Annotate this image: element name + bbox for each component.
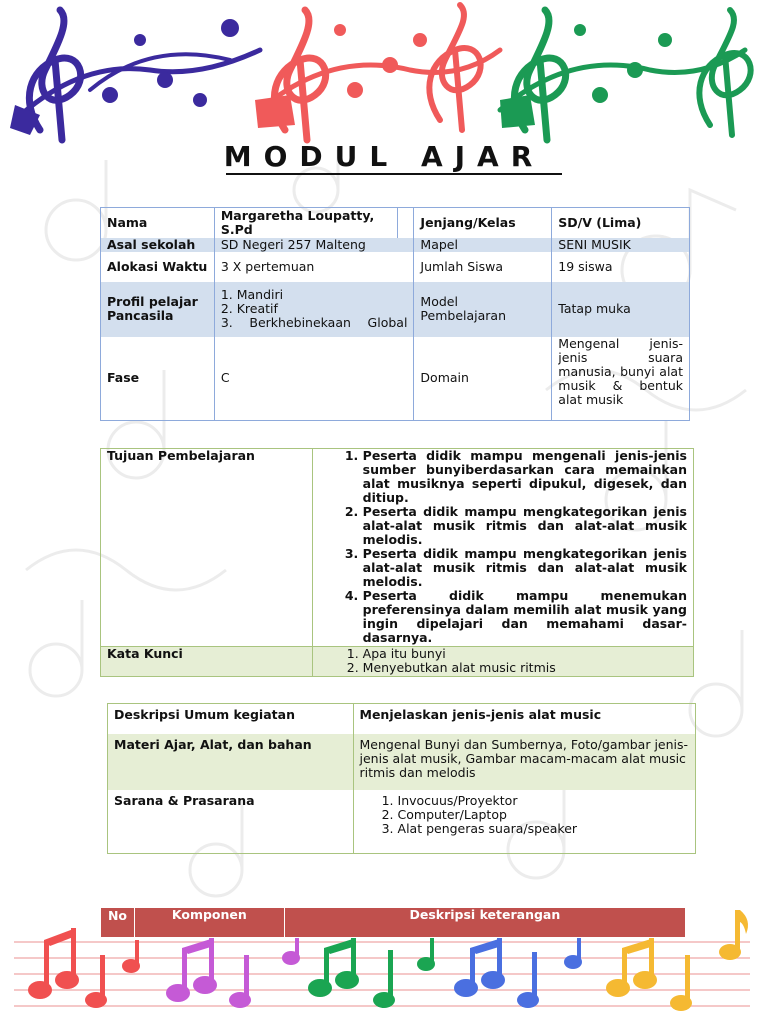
spacer-cell — [398, 208, 414, 238]
materi-label: Materi Ajar, Alat, dan bahan — [108, 734, 354, 790]
row-alokasi — [101, 252, 690, 282]
sarana-item: 1. Invocuus/Proyektor — [398, 794, 689, 808]
tujuan-item: 2. Peserta didik mampu mengkategorikan jenis alat-alat musik ritmis dan alat-alat musik melodis. — [363, 505, 687, 547]
tujuan-item: 3. Peserta didik mampu mengkategorikan jenis alat-alat musik ritmis dan alat-alat musik melodis. — [363, 547, 687, 589]
row-nama — [101, 208, 690, 238]
jenjang-label: Jenjang/Kelas — [414, 208, 552, 238]
profil-item: 1. Mandiri — [220, 287, 284, 302]
sarana-label: Sarana & Prasarana — [108, 790, 354, 854]
alokasi-label: Alokasi Waktu — [101, 252, 215, 282]
green-treble-clef-icon — [500, 10, 751, 140]
profil-label: Profil pelajar Pancasila — [101, 282, 215, 337]
blue-notes-icon — [454, 936, 582, 1008]
model-value: Tatap muka — [552, 282, 690, 337]
row-fase — [101, 337, 690, 421]
red-notes-icon — [28, 928, 140, 1008]
fase-label: Fase — [101, 337, 215, 421]
domain-label: Domain — [414, 337, 552, 421]
kata-kunci-label: Kata Kunci — [101, 647, 313, 677]
tujuan-list-cell — [312, 449, 693, 647]
top-music-banner — [0, 0, 768, 150]
sekolah-label: Asal sekolah — [101, 238, 215, 252]
model-label: Model Pembelajaran — [414, 282, 552, 337]
kata-kunci-item: 1. Apa itu bunyi — [363, 647, 687, 661]
mapel-label: Mapel — [414, 238, 552, 252]
row-sarana — [108, 790, 696, 854]
jenjang-value: SD/V (Lima) — [552, 208, 690, 238]
tujuan-table — [100, 448, 694, 677]
row-profil — [101, 282, 690, 337]
nama-value: Margaretha Loupatty, S.Pd — [214, 208, 398, 238]
komponen-table — [100, 907, 686, 938]
materi-value: Mengenal Bunyi dan Sumbernya, Foto/gambar jenis-jenis alat musik, Gambar macam-macam alat music ritmis dan melodis — [353, 734, 695, 790]
kata-kunci-cell — [312, 647, 693, 677]
kata-kunci-list — [343, 647, 687, 675]
komponen-header-row — [101, 908, 686, 938]
profil-item: 2. Kreatif — [220, 301, 278, 316]
tujuan-item: 1. Peserta didik mampu mengenali jenis-jenis sumber bunyiberdasarkan cara memainkan alat musiknya seperti dipukul, digesek, dan ditiup. — [363, 449, 687, 505]
tujuan-list — [343, 449, 687, 645]
kegiatan-table — [107, 703, 696, 854]
jumlah-value: 19 siswa — [552, 252, 690, 282]
sarana-list — [378, 794, 689, 836]
row-kata-kunci — [101, 647, 694, 677]
row-materi — [108, 734, 696, 790]
sarana-item: 2. Computer/Laptop — [398, 808, 689, 822]
page-title: MODUL AJAR — [223, 140, 545, 173]
title-underline — [226, 173, 562, 175]
sarana-cell — [353, 790, 695, 854]
no-header: No — [101, 908, 135, 938]
komponen-header: Komponen — [134, 908, 284, 938]
nama-label: Nama — [101, 208, 215, 238]
red-treble-clef-icon — [260, 5, 500, 140]
jumlah-label: Jumlah Siswa — [414, 252, 552, 282]
sekolah-value: SD Negeri 257 Malteng — [214, 238, 414, 252]
sarana-item: 3. Alat pengeras suara/speaker — [398, 822, 689, 836]
tujuan-label: Tujuan Pembelajaran — [101, 449, 313, 647]
deskripsi-value: Menjelaskan jenis-jenis alat music — [353, 704, 695, 734]
profil-list — [214, 282, 414, 337]
fase-value: C — [214, 337, 414, 421]
green-notes-icon — [308, 938, 435, 1008]
alokasi-value: 3 X pertemuan — [214, 252, 414, 282]
row-deskripsi — [108, 704, 696, 734]
row-tujuan — [101, 449, 694, 647]
row-sekolah — [101, 238, 690, 252]
tujuan-item: 4. Peserta didik mampu menemukan preferensinya dalam memilih alat musik yang ingin dipelajari dan memahami dasar-dasarnya. — [363, 589, 687, 645]
deskripsi-keterangan-header: Deskripsi keterangan — [284, 908, 685, 938]
mapel-value: SENI MUSIK — [552, 238, 690, 252]
kata-kunci-item: 2. Menyebutkan alat music ritmis — [363, 661, 687, 675]
deskripsi-label: Deskripsi Umum kegiatan — [108, 704, 354, 734]
profil-item: 3. Berkhebinekaan Global — [220, 315, 408, 330]
domain-value: Mengenal jenis-jenis suara manusia, bunyi alat musik & bentuk alat musik — [552, 337, 690, 421]
info-table — [100, 207, 690, 421]
